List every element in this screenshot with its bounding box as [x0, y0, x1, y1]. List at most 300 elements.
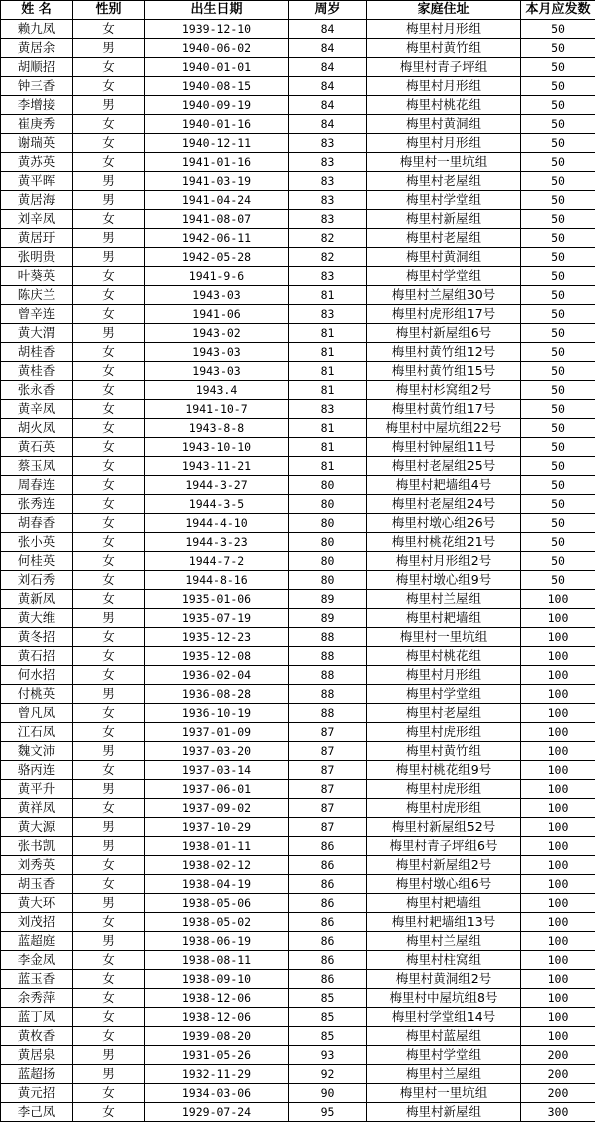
cell-age: 88	[289, 685, 367, 704]
cell-birth-date: 1938-05-02	[145, 913, 289, 932]
table-row	[1, 1084, 595, 1103]
cell-gender: 女	[73, 1084, 145, 1103]
cell-gender: 女	[73, 723, 145, 742]
table-row	[1, 343, 595, 362]
table-row	[1, 685, 595, 704]
cell-gender: 女	[73, 514, 145, 533]
cell-address: 梅里村月形组2号	[367, 552, 521, 571]
cell-birth-date: 1938-05-06	[145, 894, 289, 913]
cell-amount: 100	[521, 647, 595, 666]
cell-age: 87	[289, 742, 367, 761]
cell-name: 蓝丁凤	[1, 1008, 73, 1027]
cell-address: 梅里村学堂组	[367, 267, 521, 286]
cell-name: 张明贵	[1, 248, 73, 267]
header-monthly-amount: 本月应发数	[521, 1, 595, 20]
cell-amount: 50	[521, 58, 595, 77]
table-row	[1, 932, 595, 951]
table-row	[1, 20, 595, 39]
table-row	[1, 476, 595, 495]
cell-name: 蓝超庭	[1, 932, 73, 951]
table-row	[1, 191, 595, 210]
table-row	[1, 324, 595, 343]
cell-name: 黄枚香	[1, 1027, 73, 1046]
table-row	[1, 77, 595, 96]
cell-name: 黄辛凤	[1, 400, 73, 419]
cell-amount: 200	[521, 1046, 595, 1065]
cell-address: 梅里村学堂组	[367, 685, 521, 704]
cell-gender: 女	[73, 951, 145, 970]
cell-gender: 女	[73, 913, 145, 932]
cell-gender: 男	[73, 96, 145, 115]
cell-name: 胡顺招	[1, 58, 73, 77]
cell-birth-date: 1941-9-6	[145, 267, 289, 286]
cell-amount: 100	[521, 875, 595, 894]
table-row	[1, 780, 595, 799]
table-row	[1, 305, 595, 324]
cell-amount: 50	[521, 96, 595, 115]
cell-address: 梅里村中屋坑组22号	[367, 419, 521, 438]
cell-age: 86	[289, 970, 367, 989]
cell-gender: 女	[73, 970, 145, 989]
cell-amount: 50	[521, 381, 595, 400]
cell-amount: 100	[521, 780, 595, 799]
cell-age: 85	[289, 989, 367, 1008]
cell-gender: 女	[73, 419, 145, 438]
cell-address: 梅里村蓝屋组	[367, 1027, 521, 1046]
cell-amount: 50	[521, 343, 595, 362]
cell-address: 梅里村黄洞组2号	[367, 970, 521, 989]
cell-birth-date: 1941-08-07	[145, 210, 289, 229]
cell-address: 梅里村一里坑组	[367, 153, 521, 172]
cell-name: 魏文沛	[1, 742, 73, 761]
cell-gender: 女	[73, 856, 145, 875]
cell-name: 李己凤	[1, 1103, 73, 1122]
cell-amount: 100	[521, 723, 595, 742]
cell-name: 黄居泉	[1, 1046, 73, 1065]
cell-name: 黄平升	[1, 780, 73, 799]
cell-amount: 50	[521, 134, 595, 153]
cell-address: 梅里村黄洞组	[367, 248, 521, 267]
cell-address: 梅里村黄竹组	[367, 742, 521, 761]
cell-gender: 男	[73, 894, 145, 913]
cell-gender: 女	[73, 20, 145, 39]
table-row	[1, 58, 595, 77]
cell-birth-date: 1940-06-02	[145, 39, 289, 58]
cell-address: 梅里村老屋组	[367, 172, 521, 191]
cell-address: 梅里村兰屋组	[367, 590, 521, 609]
table-row	[1, 647, 595, 666]
cell-amount: 50	[521, 191, 595, 210]
cell-name: 周春连	[1, 476, 73, 495]
cell-age: 87	[289, 723, 367, 742]
cell-age: 84	[289, 77, 367, 96]
cell-amount: 100	[521, 799, 595, 818]
cell-gender: 女	[73, 628, 145, 647]
table-row	[1, 723, 595, 742]
cell-birth-date: 1943.4	[145, 381, 289, 400]
cell-address: 梅里村耙墙组	[367, 609, 521, 628]
cell-age: 89	[289, 590, 367, 609]
cell-name: 黄石英	[1, 438, 73, 457]
cell-gender: 男	[73, 248, 145, 267]
table-row	[1, 609, 595, 628]
cell-address: 梅里村桃花组9号	[367, 761, 521, 780]
cell-amount: 100	[521, 913, 595, 932]
cell-amount: 50	[521, 514, 595, 533]
cell-address: 梅里村新屋组6号	[367, 324, 521, 343]
cell-name: 刘秀英	[1, 856, 73, 875]
cell-gender: 女	[73, 1103, 145, 1122]
cell-amount: 300	[521, 1103, 595, 1122]
cell-address: 梅里村虎形组	[367, 723, 521, 742]
cell-amount: 50	[521, 77, 595, 96]
cell-address: 梅里村老屋组25号	[367, 457, 521, 476]
cell-gender: 女	[73, 286, 145, 305]
cell-amount: 100	[521, 628, 595, 647]
cell-address: 梅里村一里坑组	[367, 1084, 521, 1103]
cell-name: 余秀萍	[1, 989, 73, 1008]
cell-birth-date: 1940-01-16	[145, 115, 289, 134]
cell-name: 陈庆兰	[1, 286, 73, 305]
cell-name: 胡火凤	[1, 419, 73, 438]
cell-age: 87	[289, 780, 367, 799]
cell-amount: 100	[521, 894, 595, 913]
cell-birth-date: 1931-05-26	[145, 1046, 289, 1065]
cell-gender: 女	[73, 305, 145, 324]
table-row	[1, 514, 595, 533]
cell-amount: 200	[521, 1065, 595, 1084]
cell-address: 梅里村墩心组6号	[367, 875, 521, 894]
cell-name: 黄祥凤	[1, 799, 73, 818]
cell-age: 81	[289, 381, 367, 400]
cell-address: 梅里村老屋组	[367, 704, 521, 723]
table-row	[1, 229, 595, 248]
cell-birth-date: 1943-03	[145, 343, 289, 362]
table-row	[1, 989, 595, 1008]
cell-birth-date: 1935-12-08	[145, 647, 289, 666]
cell-name: 刘茂招	[1, 913, 73, 932]
cell-birth-date: 1943-02	[145, 324, 289, 343]
table-row	[1, 438, 595, 457]
cell-gender: 男	[73, 39, 145, 58]
cell-name: 张小英	[1, 533, 73, 552]
table-row	[1, 951, 595, 970]
cell-age: 86	[289, 856, 367, 875]
cell-birth-date: 1944-3-23	[145, 533, 289, 552]
table-row	[1, 837, 595, 856]
cell-gender: 女	[73, 552, 145, 571]
cell-address: 梅里村钟屋组11号	[367, 438, 521, 457]
cell-birth-date: 1943-03	[145, 286, 289, 305]
cell-birth-date: 1938-09-10	[145, 970, 289, 989]
cell-name: 黄大环	[1, 894, 73, 913]
cell-amount: 100	[521, 704, 595, 723]
cell-amount: 100	[521, 1027, 595, 1046]
table-row	[1, 267, 595, 286]
cell-age: 88	[289, 666, 367, 685]
cell-gender: 女	[73, 666, 145, 685]
cell-birth-date: 1937-03-20	[145, 742, 289, 761]
cell-address: 梅里村老屋组	[367, 229, 521, 248]
cell-name: 何水招	[1, 666, 73, 685]
table-row	[1, 210, 595, 229]
cell-birth-date: 1929-07-24	[145, 1103, 289, 1122]
cell-age: 88	[289, 647, 367, 666]
cell-name: 黄居海	[1, 191, 73, 210]
cell-birth-date: 1943-10-10	[145, 438, 289, 457]
table-body	[1, 20, 595, 1122]
table-row	[1, 400, 595, 419]
cell-age: 87	[289, 799, 367, 818]
cell-address: 梅里村兰屋组	[367, 1065, 521, 1084]
table-row	[1, 552, 595, 571]
cell-name: 叶葵英	[1, 267, 73, 286]
cell-gender: 女	[73, 58, 145, 77]
cell-age: 83	[289, 210, 367, 229]
cell-address: 梅里村学堂组14号	[367, 1008, 521, 1027]
cell-name: 张永香	[1, 381, 73, 400]
cell-age: 80	[289, 495, 367, 514]
cell-age: 85	[289, 1008, 367, 1027]
cell-name: 胡桂香	[1, 343, 73, 362]
cell-birth-date: 1937-01-09	[145, 723, 289, 742]
cell-age: 83	[289, 400, 367, 419]
cell-amount: 100	[521, 761, 595, 780]
cell-age: 86	[289, 951, 367, 970]
cell-age: 81	[289, 419, 367, 438]
cell-address: 梅里村月形组	[367, 666, 521, 685]
cell-age: 83	[289, 191, 367, 210]
cell-amount: 50	[521, 552, 595, 571]
cell-birth-date: 1935-01-06	[145, 590, 289, 609]
cell-address: 梅里村新屋组	[367, 1103, 521, 1122]
cell-age: 86	[289, 932, 367, 951]
cell-age: 81	[289, 343, 367, 362]
table-row	[1, 362, 595, 381]
cell-name: 黄大渭	[1, 324, 73, 343]
cell-birth-date: 1941-06	[145, 305, 289, 324]
cell-birth-date: 1940-09-19	[145, 96, 289, 115]
cell-amount: 50	[521, 362, 595, 381]
cell-address: 梅里村青子坪组6号	[367, 837, 521, 856]
cell-age: 81	[289, 438, 367, 457]
cell-amount: 50	[521, 286, 595, 305]
table-row	[1, 419, 595, 438]
cell-name: 蓝超扬	[1, 1065, 73, 1084]
cell-address: 梅里村新屋组	[367, 210, 521, 229]
cell-address: 梅里村黄竹组15号	[367, 362, 521, 381]
cell-address: 梅里村一里坑组	[367, 628, 521, 647]
cell-amount: 100	[521, 837, 595, 856]
cell-age: 86	[289, 875, 367, 894]
cell-amount: 100	[521, 951, 595, 970]
cell-address: 梅里村虎形组	[367, 799, 521, 818]
header-gender: 性别	[73, 1, 145, 20]
cell-age: 81	[289, 457, 367, 476]
cell-name: 黄平晖	[1, 172, 73, 191]
table-row	[1, 894, 595, 913]
cell-birth-date: 1939-08-20	[145, 1027, 289, 1046]
cell-amount: 100	[521, 932, 595, 951]
cell-address: 梅里村桃花组21号	[367, 533, 521, 552]
cell-amount: 50	[521, 267, 595, 286]
cell-address: 梅里村月形组	[367, 20, 521, 39]
cell-name: 刘辛凤	[1, 210, 73, 229]
cell-birth-date: 1944-8-16	[145, 571, 289, 590]
cell-age: 81	[289, 362, 367, 381]
table-row	[1, 590, 595, 609]
table-row	[1, 856, 595, 875]
header-row	[1, 1, 595, 20]
cell-birth-date: 1943-03	[145, 362, 289, 381]
cell-gender: 男	[73, 1046, 145, 1065]
cell-gender: 女	[73, 115, 145, 134]
cell-amount: 100	[521, 666, 595, 685]
cell-gender: 女	[73, 647, 145, 666]
cell-address: 梅里村月形组	[367, 134, 521, 153]
cell-amount: 100	[521, 989, 595, 1008]
cell-birth-date: 1936-08-28	[145, 685, 289, 704]
cell-birth-date: 1938-01-11	[145, 837, 289, 856]
table-row	[1, 970, 595, 989]
cell-age: 90	[289, 1084, 367, 1103]
table-row	[1, 761, 595, 780]
cell-age: 83	[289, 153, 367, 172]
cell-gender: 女	[73, 267, 145, 286]
cell-age: 80	[289, 476, 367, 495]
table-row	[1, 666, 595, 685]
cell-birth-date: 1938-12-06	[145, 989, 289, 1008]
cell-address: 梅里村虎形组	[367, 780, 521, 799]
cell-birth-date: 1937-06-01	[145, 780, 289, 799]
cell-name: 曾辛连	[1, 305, 73, 324]
cell-name: 赖九凤	[1, 20, 73, 39]
cell-age: 84	[289, 58, 367, 77]
cell-gender: 女	[73, 875, 145, 894]
cell-address: 梅里村兰屋组30号	[367, 286, 521, 305]
cell-age: 92	[289, 1065, 367, 1084]
cell-gender: 女	[73, 77, 145, 96]
cell-gender: 男	[73, 742, 145, 761]
cell-age: 83	[289, 305, 367, 324]
cell-amount: 100	[521, 685, 595, 704]
cell-gender: 女	[73, 362, 145, 381]
cell-birth-date: 1934-03-06	[145, 1084, 289, 1103]
cell-gender: 女	[73, 476, 145, 495]
cell-name: 黄新凤	[1, 590, 73, 609]
cell-age: 80	[289, 514, 367, 533]
cell-amount: 100	[521, 856, 595, 875]
table-row	[1, 628, 595, 647]
cell-name: 谢瑞英	[1, 134, 73, 153]
cell-amount: 50	[521, 20, 595, 39]
cell-birth-date: 1941-03-19	[145, 172, 289, 191]
cell-age: 88	[289, 628, 367, 647]
cell-address: 梅里村黄竹组12号	[367, 343, 521, 362]
cell-gender: 女	[73, 153, 145, 172]
cell-amount: 100	[521, 742, 595, 761]
cell-birth-date: 1942-05-28	[145, 248, 289, 267]
cell-age: 93	[289, 1046, 367, 1065]
cell-age: 84	[289, 115, 367, 134]
cell-age: 87	[289, 761, 367, 780]
cell-address: 梅里村耙墙组13号	[367, 913, 521, 932]
cell-gender: 男	[73, 229, 145, 248]
cell-address: 梅里村月形组	[367, 77, 521, 96]
cell-address: 梅里村青子坪组	[367, 58, 521, 77]
cell-birth-date: 1938-08-11	[145, 951, 289, 970]
cell-name: 钟三香	[1, 77, 73, 96]
cell-age: 84	[289, 39, 367, 58]
cell-birth-date: 1944-3-5	[145, 495, 289, 514]
table-row	[1, 799, 595, 818]
table-row	[1, 571, 595, 590]
cell-amount: 50	[521, 571, 595, 590]
header-age: 周岁	[289, 1, 367, 20]
cell-name: 李金凤	[1, 951, 73, 970]
cell-name: 张书凯	[1, 837, 73, 856]
cell-gender: 男	[73, 685, 145, 704]
cell-amount: 50	[521, 495, 595, 514]
table-row	[1, 134, 595, 153]
cell-gender: 女	[73, 381, 145, 400]
cell-amount: 50	[521, 533, 595, 552]
cell-amount: 100	[521, 818, 595, 837]
cell-age: 84	[289, 96, 367, 115]
table-row	[1, 39, 595, 58]
cell-address: 梅里村黄竹组17号	[367, 400, 521, 419]
cell-age: 88	[289, 704, 367, 723]
cell-birth-date: 1941-04-24	[145, 191, 289, 210]
cell-age: 86	[289, 894, 367, 913]
table-row	[1, 495, 595, 514]
cell-gender: 女	[73, 343, 145, 362]
cell-amount: 50	[521, 229, 595, 248]
table-row	[1, 172, 595, 191]
cell-gender: 男	[73, 609, 145, 628]
cell-gender: 女	[73, 457, 145, 476]
cell-age: 87	[289, 818, 367, 837]
cell-gender: 男	[73, 1065, 145, 1084]
cell-amount: 50	[521, 172, 595, 191]
cell-address: 梅里村柱窝组	[367, 951, 521, 970]
cell-address: 梅里村新屋组52号	[367, 818, 521, 837]
cell-age: 95	[289, 1103, 367, 1122]
cell-name: 黄大源	[1, 818, 73, 837]
cell-name: 李增接	[1, 96, 73, 115]
cell-amount: 100	[521, 970, 595, 989]
cell-birth-date: 1937-03-14	[145, 761, 289, 780]
cell-amount: 200	[521, 1084, 595, 1103]
table-row	[1, 381, 595, 400]
cell-address: 梅里村黄洞组	[367, 115, 521, 134]
cell-address: 梅里村墩心组9号	[367, 571, 521, 590]
table-row	[1, 533, 595, 552]
cell-age: 89	[289, 609, 367, 628]
cell-age: 80	[289, 552, 367, 571]
cell-birth-date: 1940-08-15	[145, 77, 289, 96]
cell-amount: 100	[521, 609, 595, 628]
cell-name: 江石凤	[1, 723, 73, 742]
cell-gender: 女	[73, 799, 145, 818]
cell-amount: 50	[521, 324, 595, 343]
cell-gender: 男	[73, 837, 145, 856]
cell-birth-date: 1943-11-21	[145, 457, 289, 476]
cell-name: 黄居玗	[1, 229, 73, 248]
table-row	[1, 913, 595, 932]
cell-birth-date: 1932-11-29	[145, 1065, 289, 1084]
cell-birth-date: 1944-7-2	[145, 552, 289, 571]
